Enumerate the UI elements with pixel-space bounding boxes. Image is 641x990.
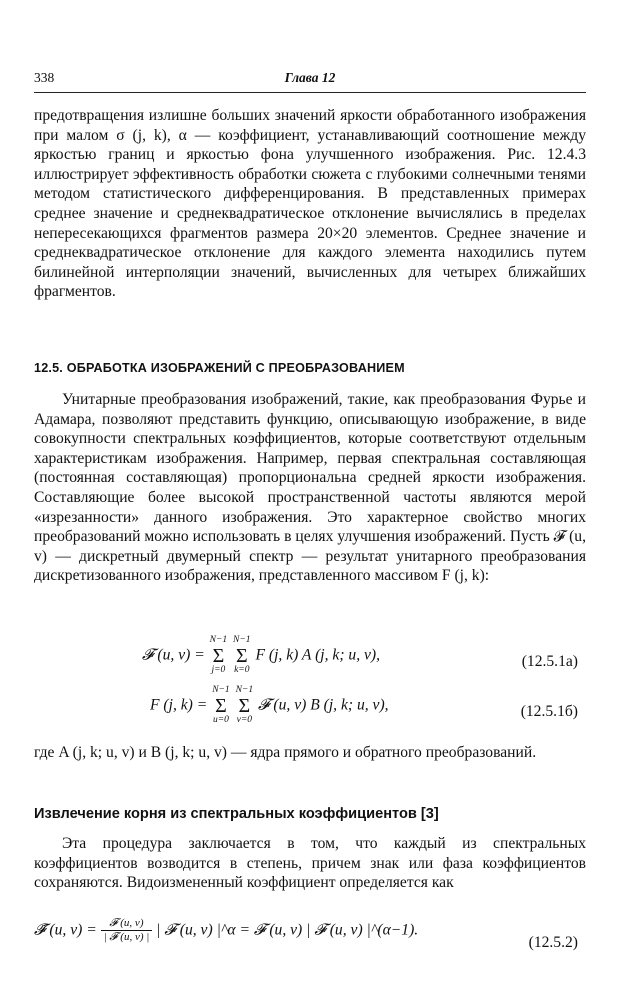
eq1-sum-k-upper: N−1	[233, 635, 251, 645]
eq2-sum-v	[236, 686, 254, 725]
eq1-sum-k-lower: k=0	[234, 664, 250, 675]
eq2-sum-v-lower: v=0	[236, 714, 253, 725]
eq1-sum-j-lower: j=0	[211, 664, 226, 675]
eq1-rhs: F (j, k) A (j, k; u, v),	[255, 646, 381, 664]
eq2-sum-u	[212, 686, 230, 725]
eq1-lhs: 𝓕 (u, v) =	[142, 646, 205, 664]
eq1-sum-j-sigma: Σ	[212, 644, 225, 667]
equation-12-5-1b-formula	[150, 686, 389, 736]
paragraph-unitary-transforms: Унитарные преобразования изображений, такие, как преобразования Фурье и Адамара, позволяют представить функцию, описывающую изображение, в виде совокупности спектральных коэффициентов, которые соответствуют отдельным характеристикам изображения. Например, первая спектральная составляющая (постоянная составляющая) пропорциональна средней яркости изображения. Составляющие более высокой пространственной частоты являются мерой «изрезанности» данного изображения. Это характерное свойство многих преобразований можно использовать в целях улучшения изображений. Пусть 𝓕 (u, v) — дискретный двумерный спектр — результат унитарного преобразования дискретизованного изображения, представленного массивом F (j, k):	[34, 391, 586, 585]
eq1-sum-j-upper: N−1	[209, 635, 228, 645]
eq3-fraction	[101, 917, 153, 944]
page-number: 338	[34, 70, 55, 85]
eq2-sum-u-sigma: Σ	[215, 694, 227, 717]
header-rule	[34, 92, 586, 93]
subsection-heading: Извлечение корня из спектральных коэффициентов [3]	[34, 806, 439, 822]
eq3-rhs: | 𝓕 (u, v) |^α = 𝓕 (u, v) | 𝓕 (u, v) |^(α−1).	[156, 921, 419, 939]
equation-12-5-1a-formula	[142, 636, 380, 686]
paragraph-root-procedure: Эта процедура заключается в том, что каждый из спектральных коэффициентов возводится в степень, причем знак или фаза коэффициентов сохраняются. Видоизмененный коэффициент определяется как	[34, 835, 586, 892]
equation-number-12-5-1b: (12.5.1б)	[520, 703, 578, 720]
equation-number-12-5-2: (12.5.2)	[528, 934, 578, 951]
paragraph-continued: предотвращения излишне больших значений яркости обработанного изображения при малом σ (j, k), α — коэффициент, устанавливающий соотношение между яркостью границ и яркостью фона улучшенного изображения. Рис. 12.4.3 иллюстрирует эффективность обработки сюжета с глубокими солнечными тенями методом статистического дифференцирования. В представленных примерах среднее значение и среднеквадратическое отклонение вычислялись в пределах непересекающихся фрагментов размера 20×20 элементов. Среднее значение и среднеквадратическое отклонение для каждого элемента находились путем билинейной интерполяции значений, вычисленных для четырех ближайших фрагментов.	[34, 107, 586, 301]
equation-12-5-1b	[34, 686, 586, 736]
equation-12-5-1a	[34, 636, 586, 686]
eq3-fraction-denominator: | 𝓕 (u, v) |	[103, 931, 150, 943]
eq2-sum-u-lower: u=0	[212, 714, 229, 725]
eq2-lhs: F (j, k) =	[150, 696, 208, 714]
eq2-sum-v-upper: N−1	[235, 685, 254, 695]
equation-number-12-5-1a: (12.5.1а)	[521, 653, 578, 670]
eq2-rhs: 𝓕 (u, v) B (j, k; u, v),	[258, 696, 389, 714]
eq2-sum-u-upper: N−1	[212, 685, 230, 695]
section-heading: 12.5. ОБРАБОТКА ИЗОБРАЖЕНИЙ С ПРЕОБРАЗОВАНИЕМ	[34, 361, 405, 375]
eq1-sum-j	[210, 636, 228, 675]
equation-12-5-2-formula	[34, 917, 418, 967]
book-page	[34, 0, 586, 990]
running-head	[34, 70, 586, 92]
eq3-fraction-numerator: 𝓕 (u, v)	[101, 917, 153, 931]
eq1-sum-k	[233, 636, 251, 675]
paragraph-kernels: где A (j, k; u, v) и B (j, k; u, v) — ядра прямого и обратного преобразований.	[34, 744, 537, 761]
eq1-sum-k-sigma: Σ	[235, 644, 248, 667]
eq2-sum-v-sigma: Σ	[238, 694, 251, 717]
eq3-lhs: 𝓕̃ (u, v) =	[34, 921, 97, 939]
equation-12-5-2	[34, 917, 586, 967]
chapter-title: Глава 12	[284, 70, 336, 85]
